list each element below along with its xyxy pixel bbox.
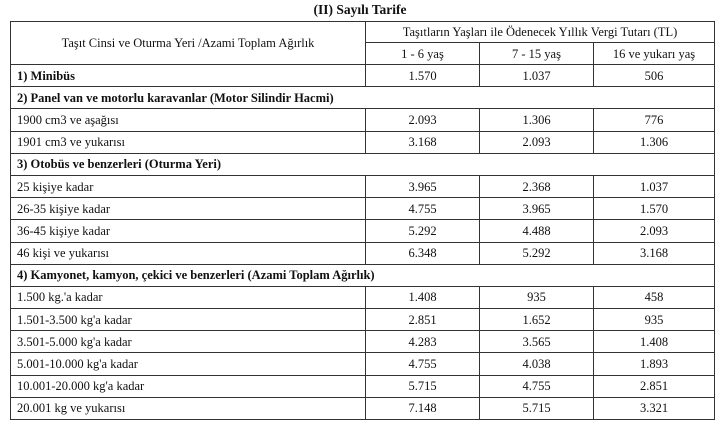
tax-amount-cell: 6.348	[366, 242, 480, 264]
table-row	[11, 198, 715, 220]
section-label: 4) Kamyonet, kamyon, çekici ve benzerleri (Azami Toplam Ağırlık)	[11, 264, 715, 286]
table-row	[11, 131, 715, 153]
section-label: 2) Panel van ve motorlu karavanlar (Motor Silindir Hacmi)	[11, 87, 715, 109]
tax-amount-cell: 935	[594, 309, 715, 331]
tax-amount-cell: 2.851	[594, 375, 715, 397]
section-row	[11, 87, 715, 109]
tax-amount-cell: 2.093	[594, 220, 715, 242]
tax-amount-cell: 1.408	[594, 331, 715, 353]
tax-amount-cell: 3.565	[480, 331, 594, 353]
tax-amount-cell: 1.408	[366, 286, 480, 308]
row-label: 36-45 kişiye kadar	[11, 220, 366, 242]
header-age-col-3: 16 ve yukarı yaş	[594, 43, 715, 65]
row-label: 1.501-3.500 kg'a kadar	[11, 309, 366, 331]
header-age-col-1: 1 - 6 yaş	[366, 43, 480, 65]
header-age-group: Taşıtların Yaşları ile Ödenecek Yıllık Vergi Tutarı (TL)	[366, 22, 715, 43]
row-label: 5.001-10.000 kg'a kadar	[11, 353, 366, 375]
table-row	[11, 65, 715, 87]
tax-amount-cell: 2.368	[480, 175, 594, 197]
table-row	[11, 353, 715, 375]
row-label: 25 kişiye kadar	[11, 175, 366, 197]
tax-amount-cell: 4.755	[480, 375, 594, 397]
row-label: 1) Minibüs	[11, 65, 366, 87]
table-row	[11, 175, 715, 197]
tax-amount-cell: 1.037	[480, 65, 594, 87]
table-row	[11, 397, 715, 419]
tax-amount-cell: 3.321	[594, 397, 715, 419]
header-age-col-2: 7 - 15 yaş	[480, 43, 594, 65]
tax-amount-cell: 4.755	[366, 353, 480, 375]
table-title: (II) Sayılı Tarife	[313, 2, 407, 17]
row-label: 10.001-20.000 kg'a kadar	[11, 375, 366, 397]
tariff-table	[10, 21, 715, 420]
table-row	[11, 220, 715, 242]
section-row	[11, 264, 715, 286]
row-label: 3.501-5.000 kg'a kadar	[11, 331, 366, 353]
tax-amount-cell: 1.570	[366, 65, 480, 87]
tax-amount-cell: 776	[594, 109, 715, 131]
tax-amount-cell: 5.292	[366, 220, 480, 242]
tax-amount-cell: 1.306	[480, 109, 594, 131]
section-label: 3) Otobüs ve benzerleri (Oturma Yeri)	[11, 153, 715, 175]
tax-amount-cell: 4.038	[480, 353, 594, 375]
tax-amount-cell: 2.093	[366, 109, 480, 131]
header-vehicle-type: Taşıt Cinsi ve Oturma Yeri /Azami Toplam Ağırlık	[11, 22, 366, 65]
row-label: 1.500 kg.'a kadar	[11, 286, 366, 308]
tax-amount-cell: 1.570	[594, 198, 715, 220]
table-row	[11, 286, 715, 308]
tax-amount-cell: 5.292	[480, 242, 594, 264]
tax-amount-cell: 3.965	[366, 175, 480, 197]
tax-amount-cell: 4.488	[480, 220, 594, 242]
tax-amount-cell: 7.148	[366, 397, 480, 419]
tax-amount-cell: 4.755	[366, 198, 480, 220]
tax-amount-cell: 3.168	[594, 242, 715, 264]
section-row	[11, 153, 715, 175]
table-row	[11, 375, 715, 397]
tax-amount-cell: 4.283	[366, 331, 480, 353]
tax-amount-cell: 1.037	[594, 175, 715, 197]
tax-amount-cell: 458	[594, 286, 715, 308]
table-row	[11, 242, 715, 264]
tax-amount-cell: 1.893	[594, 353, 715, 375]
row-label: 46 kişi ve yukarısı	[11, 242, 366, 264]
tax-amount-cell: 935	[480, 286, 594, 308]
table-row	[11, 309, 715, 331]
row-label: 20.001 kg ve yukarısı	[11, 397, 366, 419]
tax-amount-cell: 506	[594, 65, 715, 87]
tax-amount-cell: 3.965	[480, 198, 594, 220]
tax-amount-cell: 2.093	[480, 131, 594, 153]
tax-amount-cell: 2.851	[366, 309, 480, 331]
row-label: 26-35 kişiye kadar	[11, 198, 366, 220]
table-row	[11, 109, 715, 131]
row-label: 1901 cm3 ve yukarısı	[11, 131, 366, 153]
tax-amount-cell: 5.715	[480, 397, 594, 419]
tax-amount-cell: 1.652	[480, 309, 594, 331]
header-row-1	[11, 22, 715, 43]
row-label: 1900 cm3 ve aşağısı	[11, 109, 366, 131]
table-row	[11, 331, 715, 353]
tax-amount-cell: 5.715	[366, 375, 480, 397]
tax-amount-cell: 3.168	[366, 131, 480, 153]
table-body	[11, 65, 715, 420]
tax-amount-cell: 1.306	[594, 131, 715, 153]
